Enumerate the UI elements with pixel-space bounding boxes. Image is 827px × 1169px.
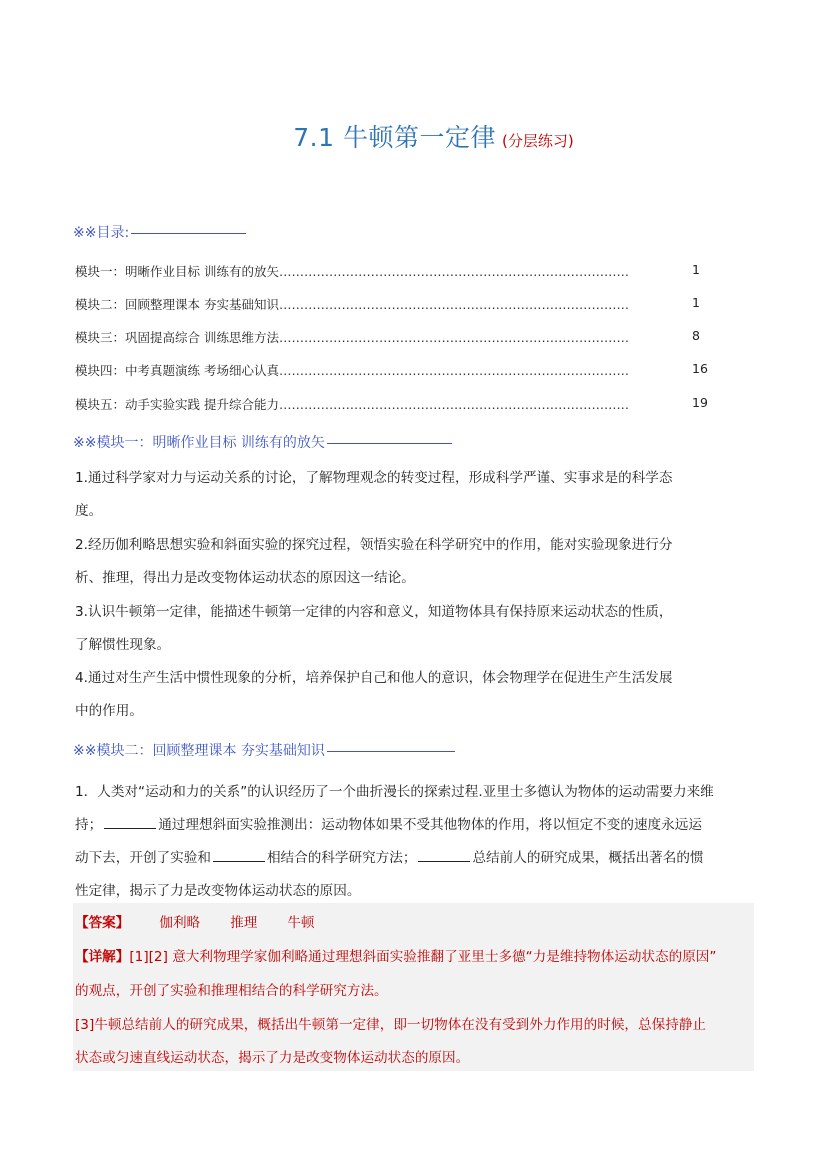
detail-line-2: 的观点，开创了实验和推理相结合的科学研究方法。 bbox=[75, 983, 388, 999]
toc-item-label: 模块二：回顾整理课本 夯实基础知识 bbox=[75, 297, 279, 312]
toc-item-4[interactable] bbox=[75, 361, 715, 379]
module2-heading-rule bbox=[327, 751, 455, 752]
answer-word: 推理 bbox=[230, 915, 258, 931]
toc-heading bbox=[73, 222, 246, 242]
module2-heading bbox=[73, 740, 455, 760]
toc-item-label: 模块四：中考真题演练 考场细心认真 bbox=[75, 363, 279, 378]
question-line bbox=[75, 809, 750, 842]
toc-item-3[interactable] bbox=[75, 328, 715, 346]
goal-line: 4.通过对生产生活中惯性现象的分析，培养保护自己和他人的意识，体会物理学在促进生产生活发展 bbox=[75, 670, 673, 686]
question-line: 性定律，揭示了力是改变物体运动状态的原因。 bbox=[75, 883, 361, 899]
toc-item-label: 模块一：明晰作业目标 训练有的放矢 bbox=[75, 264, 279, 279]
toc-heading-text: ※※目录: bbox=[73, 225, 130, 241]
question-1 bbox=[75, 776, 750, 908]
goal-3 bbox=[75, 596, 750, 662]
toc-leader: ………………………………………………………………………… bbox=[278, 363, 629, 378]
answer-word: 牛顿 bbox=[287, 915, 315, 931]
goal-4 bbox=[75, 662, 750, 728]
title-sub: (分层练习) bbox=[502, 132, 574, 150]
question-text: 动下去，开创了实验和 bbox=[75, 850, 211, 866]
goal-line: 析、推理，得出力是改变物体运动状态的原因这一结论。 bbox=[75, 570, 415, 586]
goal-line: 2.经历伽利略思想实验和斜面实验的探究过程，领悟实验在科学研究中的作用，能对实验现象进行分 bbox=[75, 537, 673, 553]
toc-item-2[interactable] bbox=[75, 295, 715, 313]
goal-1 bbox=[75, 462, 750, 528]
goal-2 bbox=[75, 529, 750, 595]
toc-leader: ………………………………………………………………………… bbox=[278, 264, 629, 279]
detail-line-1 bbox=[75, 945, 716, 965]
toc-item-page: 1 bbox=[692, 295, 700, 310]
answer-blank-3[interactable] bbox=[418, 849, 470, 862]
goal-line: 1.通过科学家对力与运动关系的讨论，了解物理观念的转变过程，形成科学严谨、实事求是的科学态 bbox=[75, 470, 673, 486]
detail-line-3: [3]牛顿总结前人的研究成果，概括出牛顿第一定律，即一切物体在没有受到外力作用的时候，总保持静止 bbox=[75, 1017, 706, 1033]
toc-leader: ………………………………………………………………………… bbox=[278, 330, 629, 345]
question-text: 持； bbox=[75, 817, 103, 833]
question-text: 总结前人的研究成果，概括出著名的惯 bbox=[472, 850, 704, 866]
goal-line: 了解惯性现象。 bbox=[75, 637, 171, 653]
toc-item-1[interactable] bbox=[75, 262, 715, 280]
detail-text: [1][2] 意大利物理学家伽利略通过理想斜面实验推翻了亚里士多德“力是维持物体运动状态的原因” bbox=[129, 949, 717, 965]
answer-tag: 【答案】 bbox=[75, 915, 130, 931]
title-main: 7.1 牛顿第一定律 bbox=[293, 123, 496, 152]
detail-tag: 【详解】 bbox=[75, 949, 130, 965]
question-line bbox=[75, 842, 750, 875]
toc-heading-rule bbox=[131, 233, 246, 234]
toc-leader: ………………………………………………………………………… bbox=[278, 397, 629, 412]
toc-item-page: 19 bbox=[692, 395, 708, 410]
detail-line-4: 状态或匀速直线运动状态，揭示了力是改变物体运动状态的原因。 bbox=[75, 1050, 470, 1066]
question-text: 相结合的科学研究方法； bbox=[266, 850, 417, 866]
answer-word: 伽利略 bbox=[159, 915, 201, 931]
goal-line: 中的作用。 bbox=[75, 703, 143, 719]
toc-item-page: 1 bbox=[692, 262, 700, 277]
page-title bbox=[0, 118, 827, 154]
toc-item-5[interactable] bbox=[75, 395, 715, 413]
module1-heading-rule bbox=[327, 443, 452, 444]
answer-line bbox=[75, 911, 315, 931]
goal-line: 3.认识牛顿第一定律，能描述牛顿第一定律的内容和意义，知道物体具有保持原来运动状态的性质， bbox=[75, 604, 673, 620]
module1-heading-text: ※※模块一：明晰作业目标 训练有的放矢 bbox=[73, 435, 325, 451]
answer-blank-2[interactable] bbox=[213, 849, 265, 862]
goal-line: 度。 bbox=[75, 503, 103, 519]
question-text: 通过理想斜面实验推测出：运动物体如果不受其他物体的作用，将以恒定不变的速度永远运 bbox=[158, 817, 702, 833]
toc-item-label: 模块三：巩固提高综合 训练思维方法 bbox=[75, 330, 279, 345]
toc-item-label: 模块五：动手实验实践 提升综合能力 bbox=[75, 397, 279, 412]
module1-heading bbox=[73, 432, 452, 452]
toc-item-page: 16 bbox=[692, 361, 708, 376]
toc-item-page: 8 bbox=[692, 328, 700, 343]
module2-heading-text: ※※模块二：回顾整理课本 夯实基础知识 bbox=[73, 743, 325, 759]
answer-blank-1[interactable] bbox=[104, 816, 156, 829]
toc-leader: ………………………………………………………………………… bbox=[278, 297, 629, 312]
question-line: 1．人类对“运动和力的关系”的认识经历了一个曲折漫长的探索过程.亚里士多德认为物体的运动需要力来维 bbox=[75, 784, 714, 800]
